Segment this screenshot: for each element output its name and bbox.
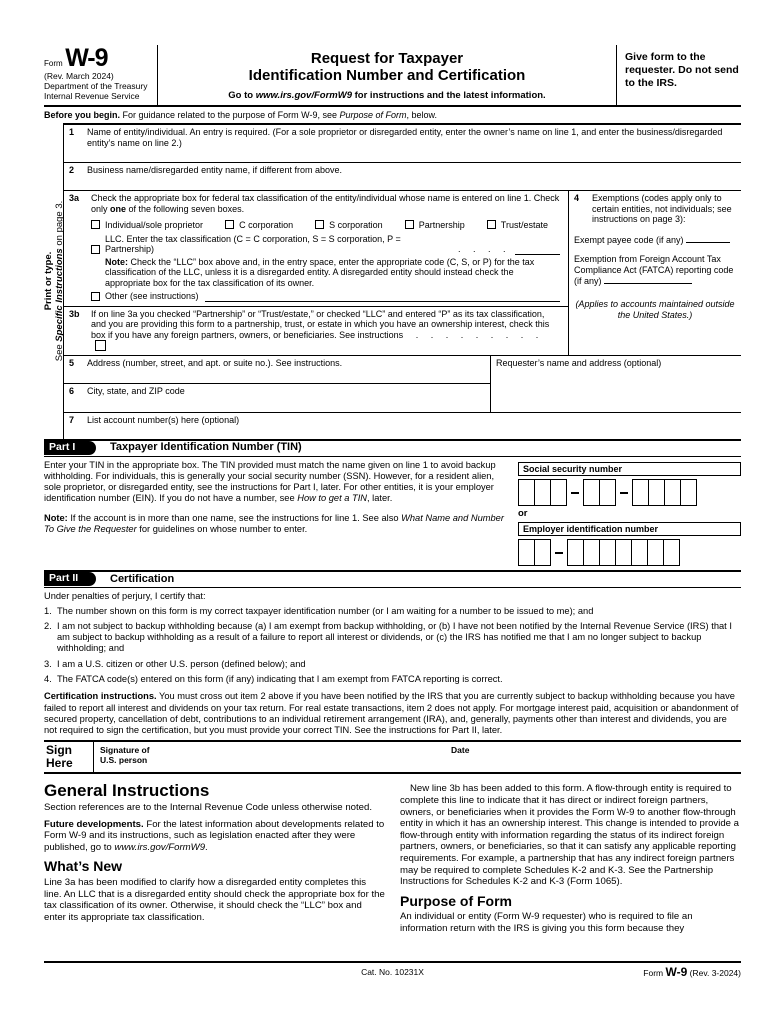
fatca-line [574, 254, 736, 287]
ein-digit-box[interactable] [647, 539, 664, 566]
option-trust-estate [487, 220, 548, 231]
requester-field[interactable] [490, 356, 741, 412]
before-label: Before you begin. [44, 109, 121, 120]
certification-instructions: Certification instructions. You must cross out item 2 above if you have been notified by the IRS that you are currently subject to backup withholding because you have failed to report all interest and dividends on your tax return. For real estate transactions, item 2 does not apply. For mortgage interest paid, acquisition or abandonment of secured property, cancellation of debt, contributions to an individual retirement arrangement (IRA), and, generally, payments other than interest and dividends, you are not required to sign the certification, but you must provide your correct TIN. See the instructions for Part II, later. [44, 691, 739, 736]
see-prefix: See [53, 341, 65, 362]
line3a-number: 3a [69, 193, 80, 203]
classification-options [91, 220, 560, 231]
individual-sole-proprietor-checkbox[interactable] [91, 220, 100, 229]
form-header [44, 45, 741, 107]
c-corporation-checkbox[interactable] [225, 220, 234, 229]
option-c-corporation [225, 220, 293, 231]
classification-group [64, 191, 741, 356]
part1-header [44, 439, 741, 457]
certification-item-4: 4. The FATCA code(s) entered on this form (if any) indicating that I am exempt from FATCA reporting is correct. [44, 673, 503, 684]
line5-number: 5 [69, 357, 75, 368]
partnership-checkbox[interactable] [405, 220, 414, 229]
give-form-note: Give form to the requester. Do not send to the IRS. [625, 51, 739, 89]
ein-digit-box[interactable] [567, 539, 584, 566]
date-label: Date [451, 745, 470, 756]
line3b-label: If on line 3a you checked “Partnership” or “Trust/estate,” or checked “LLC” and entered “P” as its tax classification, and you are providing this form to a partnership, trust, or estate in which you have an ownership interest, check this box if you have any foreign partners, owners, or beneficiaries. See instructions . . . . . . . . . [91, 309, 564, 353]
tin-instructions: Enter your TIN in the appropriate box. The TIN provided must match the name given on line 1 to avoid backup withholding. For individuals, this is generally your social security number (SSN). However, for a resident alien, sole proprietor, or disregarded entity, see the instructions for Part I, later. For other entities, it is your employer identification number (EIN). If you do not have a number, see How to get a TIN, later. [44, 459, 496, 504]
goto-prefix: Go to [228, 90, 256, 101]
instructions-right-column [400, 783, 741, 939]
part2-header [44, 570, 741, 588]
ein-input[interactable] [518, 539, 741, 566]
option-llc [91, 234, 560, 255]
line5-address-field[interactable] [64, 356, 490, 384]
part1-title: Taxpayer Identification Number (TIN) [110, 441, 302, 454]
line2-business-name-field[interactable] [64, 163, 741, 191]
address-group [64, 356, 741, 413]
ssn-label: Social security number [518, 462, 741, 477]
ssn-digit-box[interactable] [648, 479, 665, 506]
llc-dot-leader: . . . . [458, 244, 511, 254]
section-references-text: Section references are to the Internal Revenue Code unless otherwise noted. [44, 802, 372, 814]
ssn-digit-box[interactable] [518, 479, 535, 506]
line1-number: 1 [69, 127, 75, 137]
part2-chip: Part II [44, 572, 96, 586]
page-footer [44, 961, 741, 981]
dash-separator [620, 492, 628, 494]
form-id-block [44, 45, 158, 105]
certification-item-3: 3. I am a U.S. citizen or other U.S. person (defined below); and [44, 658, 306, 669]
goto-line [168, 91, 606, 102]
line7-account-numbers-field[interactable] [64, 413, 741, 439]
purpose-of-form-text: An individual or entity (Form W-9 requester) who is required to file an information return with the IRS is giving you this form because they [400, 911, 693, 934]
option-individual [91, 220, 203, 231]
requester-label: Requester’s name and address (optional) [496, 357, 662, 368]
line5-label: Address (number, street, and apt. or suite no.). See instructions. [87, 357, 343, 368]
line7-number: 7 [69, 414, 75, 425]
line2-label: Business name/disregarded entity name, if different from above. [87, 165, 342, 175]
ssn-digit-box[interactable] [550, 479, 567, 506]
signature-label: Signature of U.S. person [100, 745, 150, 766]
date-field[interactable] [451, 742, 741, 772]
option-s-corporation [315, 220, 383, 231]
other-input[interactable] [205, 293, 560, 302]
exempt-payee-line [574, 234, 736, 246]
exempt-payee-label: Exempt payee code (if any) [574, 234, 684, 245]
general-instructions-title: General Instructions [44, 781, 210, 801]
option-other [91, 291, 560, 302]
other-label: Other (see instructions) [105, 291, 199, 301]
catalog-number: Cat. No. 10231X [361, 967, 424, 977]
see-suffix: on page 3. [53, 200, 65, 249]
certification-item-2: 2. I am not subject to backup withholding because (a) I am exempt from backup withholding, or (b) I have not been notified by the Internal Revenue Service (IRS) that I am subject to backup withholding as a result of a failure to report all interest or dividends, or (c) the IRS has notified me that I am no longer subject to backup withholding; and [44, 620, 732, 654]
line1-label: Name of entity/individual. An entry is required. (For a sole proprietor or disregarded entity, enter the owner’s name on line 1, and enter the business/disregarded entity’s name on line 2.) [87, 127, 723, 148]
form-title [168, 50, 606, 84]
irs-url: www.irs.gov/FormW9 [255, 90, 352, 101]
ein-digit-box[interactable] [631, 539, 648, 566]
ein-digit-box[interactable] [518, 539, 535, 566]
tin-note: Note: If the account is in more than one name, see the instructions for line 1. See also What Name and Number To Give the Requester for guidelines on whose number to enter. [44, 512, 504, 534]
fatca-label: Exemption from Foreign Account Tax Compliance Act (FATCA) reporting code (if any) [574, 254, 734, 286]
line1-name-field[interactable] [64, 125, 741, 163]
sign-here-row [44, 740, 741, 774]
llc-classification-input[interactable] [515, 246, 560, 255]
purpose-of-form-title: Purpose of Form [400, 892, 513, 909]
line3b-number: 3b [69, 308, 80, 319]
footer-form-id: Form W-9 (Rev. 3-2024) [643, 965, 741, 979]
print-or-type-text: Print or type. [42, 251, 54, 311]
ssn-digit-box[interactable] [534, 479, 551, 506]
line3a-note: Note: Check the “LLC” box above and, in the entry space, enter the appropriate code (C, S, or P) for the tax classification of the LLC, unless it is a disregarded entity. A disregarded entity should instead check the appropriate box for the tax classification of its owner. [105, 256, 535, 288]
certification-intro: Under penalties of perjury, I certify that: [44, 591, 206, 601]
instructions-section [44, 783, 741, 939]
individual-label: Individual/sole proprietor [105, 220, 204, 230]
s-corporation-label: S corporation [329, 220, 383, 230]
line3a-label: Check the appropriate box for federal tax classification of the entity/individual whose name is entered on line 1. Check only one of the following seven boxes. [91, 193, 560, 214]
revision-date: (Rev. March 2024) [44, 70, 114, 81]
before-text: For guidance related to the purpose of Form W-9, see [120, 109, 340, 120]
signature-input-area[interactable] [244, 742, 451, 772]
line3a-tax-classification [64, 191, 568, 307]
before-italic: Purpose of Form [339, 109, 407, 120]
line2-number: 2 [69, 165, 75, 175]
part1-chip: Part I [44, 441, 96, 455]
goto-suffix: for instructions and the latest information. [351, 90, 546, 101]
whats-new-text: Line 3a has been modified to clarify how a disregarded entity completes this line. An LLC that is a disregarded entity should check the appropriate box for the tax classification of its owner. Otherwise, it should check the “LLC” box and enter its appropriate tax classification. [44, 877, 385, 923]
fatca-code-input[interactable] [604, 275, 692, 284]
trust-estate-checkbox[interactable] [487, 220, 496, 229]
side-strip [44, 123, 63, 439]
before-you-begin [44, 107, 741, 124]
line6-number: 6 [69, 385, 75, 396]
line3b-foreign-partners [64, 307, 568, 355]
ssn-digit-box[interactable] [632, 479, 649, 506]
form-table [44, 123, 741, 439]
applies-note: (Applies to accounts maintained outside the United States.) [575, 298, 735, 320]
exempt-payee-code-input[interactable] [686, 234, 730, 243]
c-corporation-label: C corporation [239, 220, 294, 230]
dash-separator [571, 492, 579, 494]
whats-new-title: What’s New [44, 858, 123, 875]
instructions-left-column [44, 783, 385, 939]
line4-label: Exemptions (codes apply only to certain entities, not individuals; see instructions on page 3): [592, 193, 732, 224]
ssn-digit-box[interactable] [583, 479, 600, 506]
s-corporation-checkbox[interactable] [315, 220, 324, 229]
ssn-digit-box[interactable] [599, 479, 616, 506]
ein-digit-box[interactable] [663, 539, 680, 566]
trust-estate-label: Trust/estate [500, 220, 548, 230]
ein-label: Employer identification number [518, 522, 741, 537]
line4-number: 4 [574, 193, 580, 203]
llc-label: LLC. Enter the tax classification (C = C corporation, S = S corporation, P = Partnership) [105, 233, 401, 254]
print-or-type-label [43, 116, 65, 446]
dash-separator [555, 552, 563, 554]
agency-line: Internal Revenue Service [44, 91, 140, 101]
ssn-input[interactable] [518, 479, 741, 506]
ssn-digit-box[interactable] [680, 479, 697, 506]
ssn-digit-box[interactable] [664, 479, 681, 506]
line3b-new-text: New line 3b has been added to this form. A flow-through entity is required to complete this line to indicate that it has direct or indirect foreign partners, owners, or beneficiaries when it provides the Form W-9 to another flow-through entity in which it has an ownership interest. This change is intended to provide a flow-through entity with information regarding the status of its indirect foreign partners, owners, or beneficiaries, so that it can satisfy any applicable reporting requirements. For example, a partnership that has any indirect foreign partners may be required to complete Schedules K-2 and K-3. See the Partnership Instructions for Schedules K-2 and K-3 (Form 1065). [400, 783, 739, 888]
part1-body [44, 457, 741, 571]
foreign-partners-checkbox[interactable] [95, 340, 106, 351]
or-label: or [518, 508, 528, 519]
irs-url: www.irs.gov/FormW9 [114, 841, 206, 853]
ein-digit-box[interactable] [599, 539, 616, 566]
form-title-block [158, 45, 617, 105]
title-line-2: Identification Number and Certification [248, 67, 526, 84]
option-partnership [405, 220, 465, 231]
future-developments-text: Future developments. For the latest information about developments related to Form W-9 and its instructions, such as legislation enacted after they were published, go to www.irs.gov/FormW9. [44, 818, 385, 853]
certification-item-1: 1. The number shown on this form is my correct taxpayer identification number (or I am waiting for a number to be issued to me); and [44, 605, 594, 616]
sign-here-label: Sign Here [44, 742, 94, 772]
line4-exemptions [568, 191, 741, 355]
line3b-dot-leader: . . . . . . . . . [415, 329, 544, 340]
title-line-1: Request for Taxpayer [310, 50, 464, 67]
line6-label: City, state, and ZIP code [87, 385, 185, 396]
partnership-label: Partnership [418, 220, 465, 230]
before-suffix: , below. [406, 109, 438, 120]
other-checkbox[interactable] [91, 292, 100, 301]
ein-digit-box[interactable] [615, 539, 632, 566]
specific-instructions-ref: Specific Instructions [53, 248, 65, 342]
form-word: Form [44, 59, 63, 68]
department-line: Department of the Treasury [44, 81, 148, 91]
ein-digit-box[interactable] [534, 539, 551, 566]
part2-title: Certification [110, 572, 175, 585]
form-number: W-9 [65, 44, 108, 72]
line6-city-state-zip-field[interactable] [64, 384, 490, 412]
line7-label: List account number(s) here (optional) [87, 414, 240, 425]
llc-checkbox[interactable] [91, 245, 100, 254]
ein-digit-box[interactable] [583, 539, 600, 566]
